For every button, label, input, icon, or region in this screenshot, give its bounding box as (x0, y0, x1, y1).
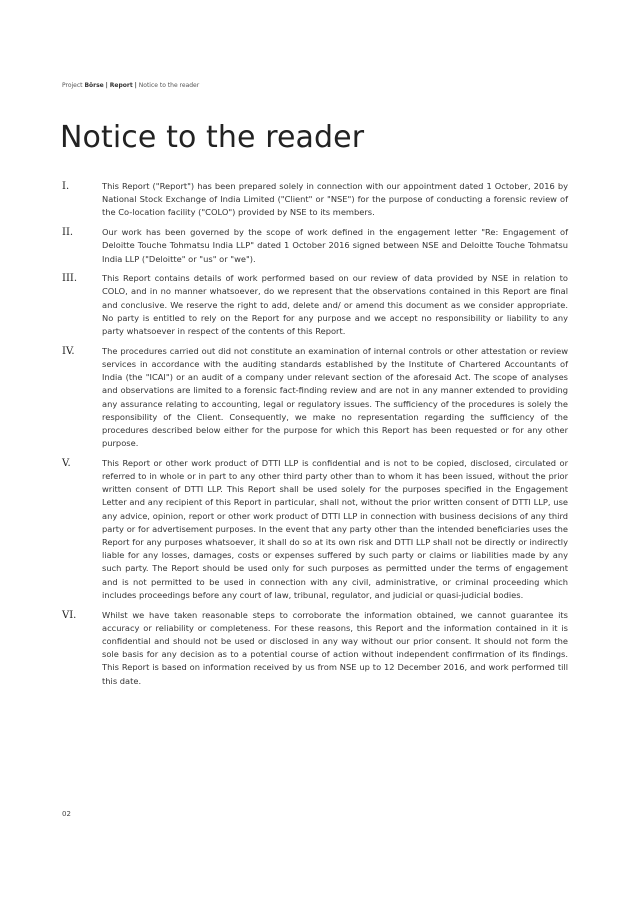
item-number: IV. (62, 345, 75, 357)
item-number: II. (62, 227, 74, 239)
breadcrumb-separator: | (134, 82, 137, 89)
breadcrumb-borse: Börse (84, 82, 104, 89)
item-text: The procedures carried out did not constitute an examination of internal controls or other attestation or review services in accordance with the auditing standards established by the Institute of Chartered Accountants of India (the "ICAI") or an audit of a company under relevant section of the aforesaid Act. The scope of analyses and observations are limited to a forensic fact-finding review and are not in any manner extended to providing any assurance relating to accounting, legal or regulatory issues. The sufficiency of the procedures is solely the responsibility of the Client. Consequently, we make no representation regarding the sufficiency of the procedures described below either for the purpose for which this Report has been requested or for any other purpose. (102, 345, 568, 449)
item-text: This Report contains details of work performed based on our review of data provided by NSE in relation to COLO, and in no manner whatsoever, do we represent that the observations contained in this Report are final and conclusive. We reserve the right to add, delete and/ or amend this document as we consider appropriate. No party is entitled to rely on the Report for any purpose and we accept no responsibility or liability to any party whatsoever in respect of the contents of this Report. (102, 273, 568, 337)
page-title: Notice to the reader (60, 120, 365, 155)
breadcrumb-project: Project (62, 82, 83, 89)
breadcrumb-report: Report (109, 82, 133, 89)
breadcrumb-section: Notice to the reader (138, 82, 200, 89)
list-item (60, 609, 568, 688)
item-number: I. (62, 181, 70, 192)
item-number: III. (62, 273, 78, 285)
list-item (60, 457, 568, 602)
notice-list (60, 180, 568, 694)
item-text: This Report ("Report") has been prepared solely in connection with our appointment dated 1 October, 2016 by National Stock Exchange of India Limited ("Client" or "NSE") for the purpose of conducting a forensic review of the Co-location facility ("COLO") provided by NSE to its members. (102, 181, 568, 218)
item-number: V. (62, 457, 71, 469)
item-text: Our work has been governed by the scope of work defined in the engagement letter "Re: Engagement of Deloitte Touche Tohmatsu India LLP" dated 1 October 2016 signed between NSE and Deloitte Touche Tohmatsu India LLP ("Deloitte" or "us" or "we"). (102, 227, 568, 264)
list-item (60, 345, 568, 451)
list-item (60, 226, 568, 266)
list-item (60, 180, 568, 220)
item-text: Whilst we have taken reasonable steps to corroborate the information obtained, we cannot guarantee its accuracy or reliability or completeness. For these reasons, this Report and the information contained in it is confidential and should not be used or disclosed in any way without our prior consent. It should not form the sole basis for any decision as to a potential course of action without independent confirmation of its findings. This Report is based on information received by us from NSE up to 12 December 2016, and work performed till this date. (102, 609, 568, 686)
item-number: VI. (62, 609, 77, 621)
item-text: This Report or other work product of DTTI LLP is confidential and is not to be copied, disclosed, circulated or referred to in whole or in part to any other third party other than to whom it has been issued, without the prior written consent of DTTI LLP. This Report shall be used solely for the purposes specified in the Engagement Letter and any recipient of this Report in particular, shall not, without the prior written consent of DTTI LLP, use any advice, opinion, report or other work product of DTTI LLP in connection with business decisions of any third party or for advertisement purposes. In the event that any party other than the intended beneficiaries uses the Report for any purposes whatsoever, it shall do so at its own risk and DTTI LLP shall not be directly or indirectly liable for any losses, damages, costs or expenses suffered by such party or claims or liabilities made by any such party. The Report should be used only for such purposes as permitted under the terms of engagement and is not permitted to be used in connection with any civil, administrative, or criminal proceeding which includes proceedings before any court of law, tribunal, regulator, and judicial or quasi-judicial bodies. (102, 457, 568, 600)
breadcrumb (62, 82, 199, 89)
breadcrumb-separator: | (105, 82, 108, 89)
list-item (60, 272, 568, 338)
page-number: 02 (62, 810, 71, 818)
